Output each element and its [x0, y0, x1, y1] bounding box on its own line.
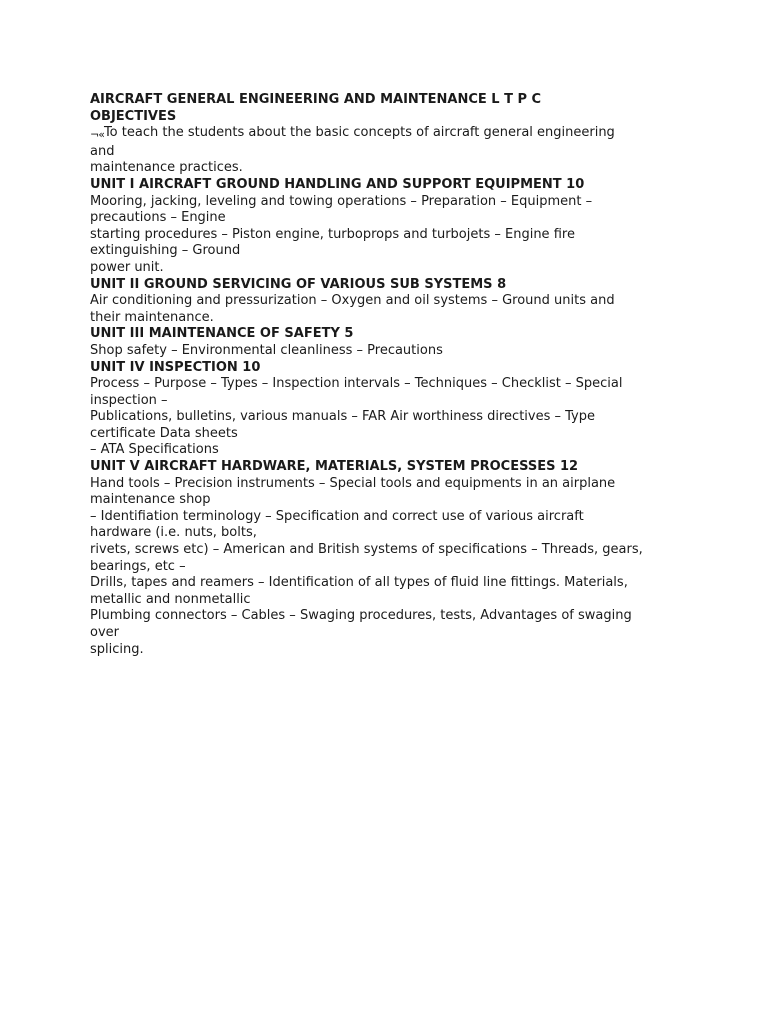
unit-5-line: splicing. — [90, 641, 144, 657]
unit-4-line: certificate Data sheets — [90, 425, 238, 441]
objectives-heading: OBJECTIVES — [90, 108, 177, 124]
unit-heading-5: UNIT V AIRCRAFT HARDWARE, MATERIALS, SYSTEM PROCESSES 12 — [90, 459, 579, 475]
objective-line: maintenance practices. — [90, 160, 243, 176]
unit-heading-2: UNIT II GROUND SERVICING OF VARIOUS SUB SYSTEMS 8 — [90, 276, 507, 292]
unit-1-line: power unit. — [90, 259, 164, 275]
unit-1-line: Mooring, jacking, leveling and towing operations – Preparation – Equipment – — [90, 193, 593, 209]
unit-5-line: over — [90, 625, 119, 640]
unit-heading-3: UNIT III MAINTENANCE OF SAFETY 5 — [90, 326, 354, 342]
unit-5-line: metallic and nonmetallic — [90, 591, 251, 607]
bullet-glyph: ¬« — [90, 128, 104, 142]
unit-4-line: – ATA Specifications — [90, 442, 219, 458]
unit-heading-4: UNIT IV INSPECTION 10 — [90, 359, 261, 375]
document-title: AIRCRAFT GENERAL ENGINEERING AND MAINTENANCE L T P C — [90, 92, 542, 107]
unit-5-line: bearings, etc – — [90, 558, 186, 574]
objective-line: To teach the students about the basic concepts of aircraft general engineering — [103, 125, 615, 141]
unit-5-line: Plumbing connectors – Cables – Swaging procedures, tests, Advantages of swaging — [90, 608, 632, 624]
unit-5-line: – Identifiation terminology – Specification and correct use of various aircraft — [90, 508, 584, 524]
unit-1-line: extinguishing – Ground — [90, 243, 241, 259]
unit-4-line: Process – Purpose – Types – Inspection intervals – Techniques – Checklist – Special — [90, 376, 623, 392]
objective-line: and — [90, 143, 115, 159]
document-page — [90, 92, 690, 658]
unit-1-line: precautions – Engine — [90, 210, 226, 226]
unit-heading-1: UNIT I AIRCRAFT GROUND HANDLING AND SUPPORT EQUIPMENT 10 — [90, 176, 585, 192]
unit-1-line: starting procedures – Piston engine, turboprops and turbojets – Engine fire — [90, 226, 575, 242]
unit-5-line: maintenance shop — [90, 492, 211, 508]
unit-4-line: inspection – — [90, 392, 168, 408]
unit-2-line: their maintenance. — [90, 309, 214, 325]
unit-2-line: Air conditioning and pressurization – Oxygen and oil systems – Ground units and — [90, 293, 615, 309]
unit-5-line: Drills, tapes and reamers – Identification of all types of fluid line fittings. Materials, — [90, 575, 628, 591]
unit-5-line: rivets, screws etc) – American and British systems of specifications – Threads, gears, — [90, 542, 643, 558]
objective-item — [90, 125, 690, 144]
unit-5-line: hardware (i.e. nuts, bolts, — [90, 525, 257, 541]
unit-5-line: Hand tools – Precision instruments – Special tools and equipments in an airplane — [90, 475, 616, 491]
unit-4-line: Publications, bulletins, various manuals – FAR Air worthiness directives – Type — [90, 409, 596, 425]
unit-3-line: Shop safety – Environmental cleanliness – Precautions — [90, 342, 443, 358]
